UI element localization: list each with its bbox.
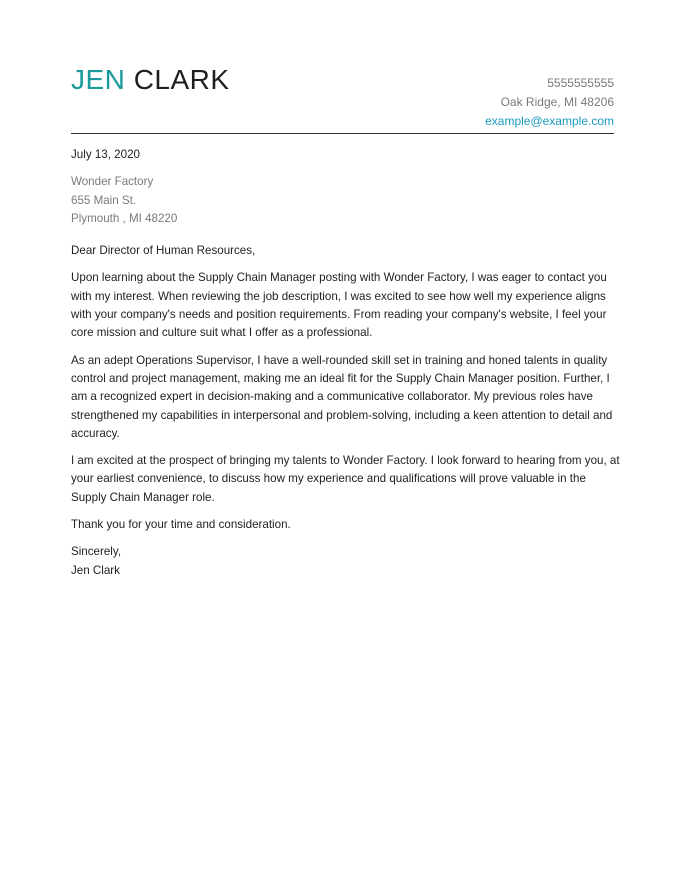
phone-number: 5555555555 bbox=[547, 76, 614, 90]
recipient-city: Plymouth , MI 48220 bbox=[71, 211, 178, 225]
signature: Jen Clark bbox=[71, 563, 120, 577]
location: Oak Ridge, MI 48206 bbox=[500, 95, 614, 109]
email-link[interactable]: example@example.com bbox=[485, 114, 614, 128]
closing-block bbox=[71, 543, 621, 580]
applicant-name bbox=[71, 64, 230, 96]
salutation: Dear Director of Human Resources, bbox=[71, 244, 256, 258]
paragraph: Upon learning about the Supply Chain Manager posting with Wonder Factory, I was eager to contact you with my interest. When reviewing the job description, I was excited to see how well my experience aligns with your company's needs and position requirements. From reading your company's website, I feel your core mission and culture suit what I offer as a professional. bbox=[71, 271, 607, 340]
header-divider bbox=[71, 133, 614, 134]
letter-body bbox=[71, 146, 621, 580]
contact-info bbox=[485, 74, 614, 131]
last-name: CLARK bbox=[133, 64, 230, 95]
closing: Sincerely, bbox=[71, 545, 122, 559]
paragraph: I am excited at the prospect of bringing my talents to Wonder Factory. I look forward to hearing from you, at your earliest convenience, to discuss how my experience and qualifications will prove valuable in the Supply Chain Manager role. bbox=[71, 454, 620, 504]
letter-date: July 13, 2020 bbox=[71, 148, 140, 161]
recipient-street: 655 Main St. bbox=[71, 193, 137, 207]
recipient-address bbox=[71, 173, 621, 228]
recipient-company: Wonder Factory bbox=[71, 175, 154, 189]
paragraph: As an adept Operations Supervisor, I have a well-rounded skill set in training and honed talents in quality control and project management, making me an ideal fit for the Supply Chain Manager position. Further, I am a recognized expert in decision-making and a communicative collaborator. My previous roles have strengthened my capabilities in interpersonal and problem-solving, including a keen attention to detail and accuracy. bbox=[71, 353, 613, 440]
paragraph: Thank you for your time and consideration. bbox=[71, 518, 291, 532]
letter-header bbox=[71, 62, 614, 132]
first-name: JEN bbox=[71, 64, 126, 95]
